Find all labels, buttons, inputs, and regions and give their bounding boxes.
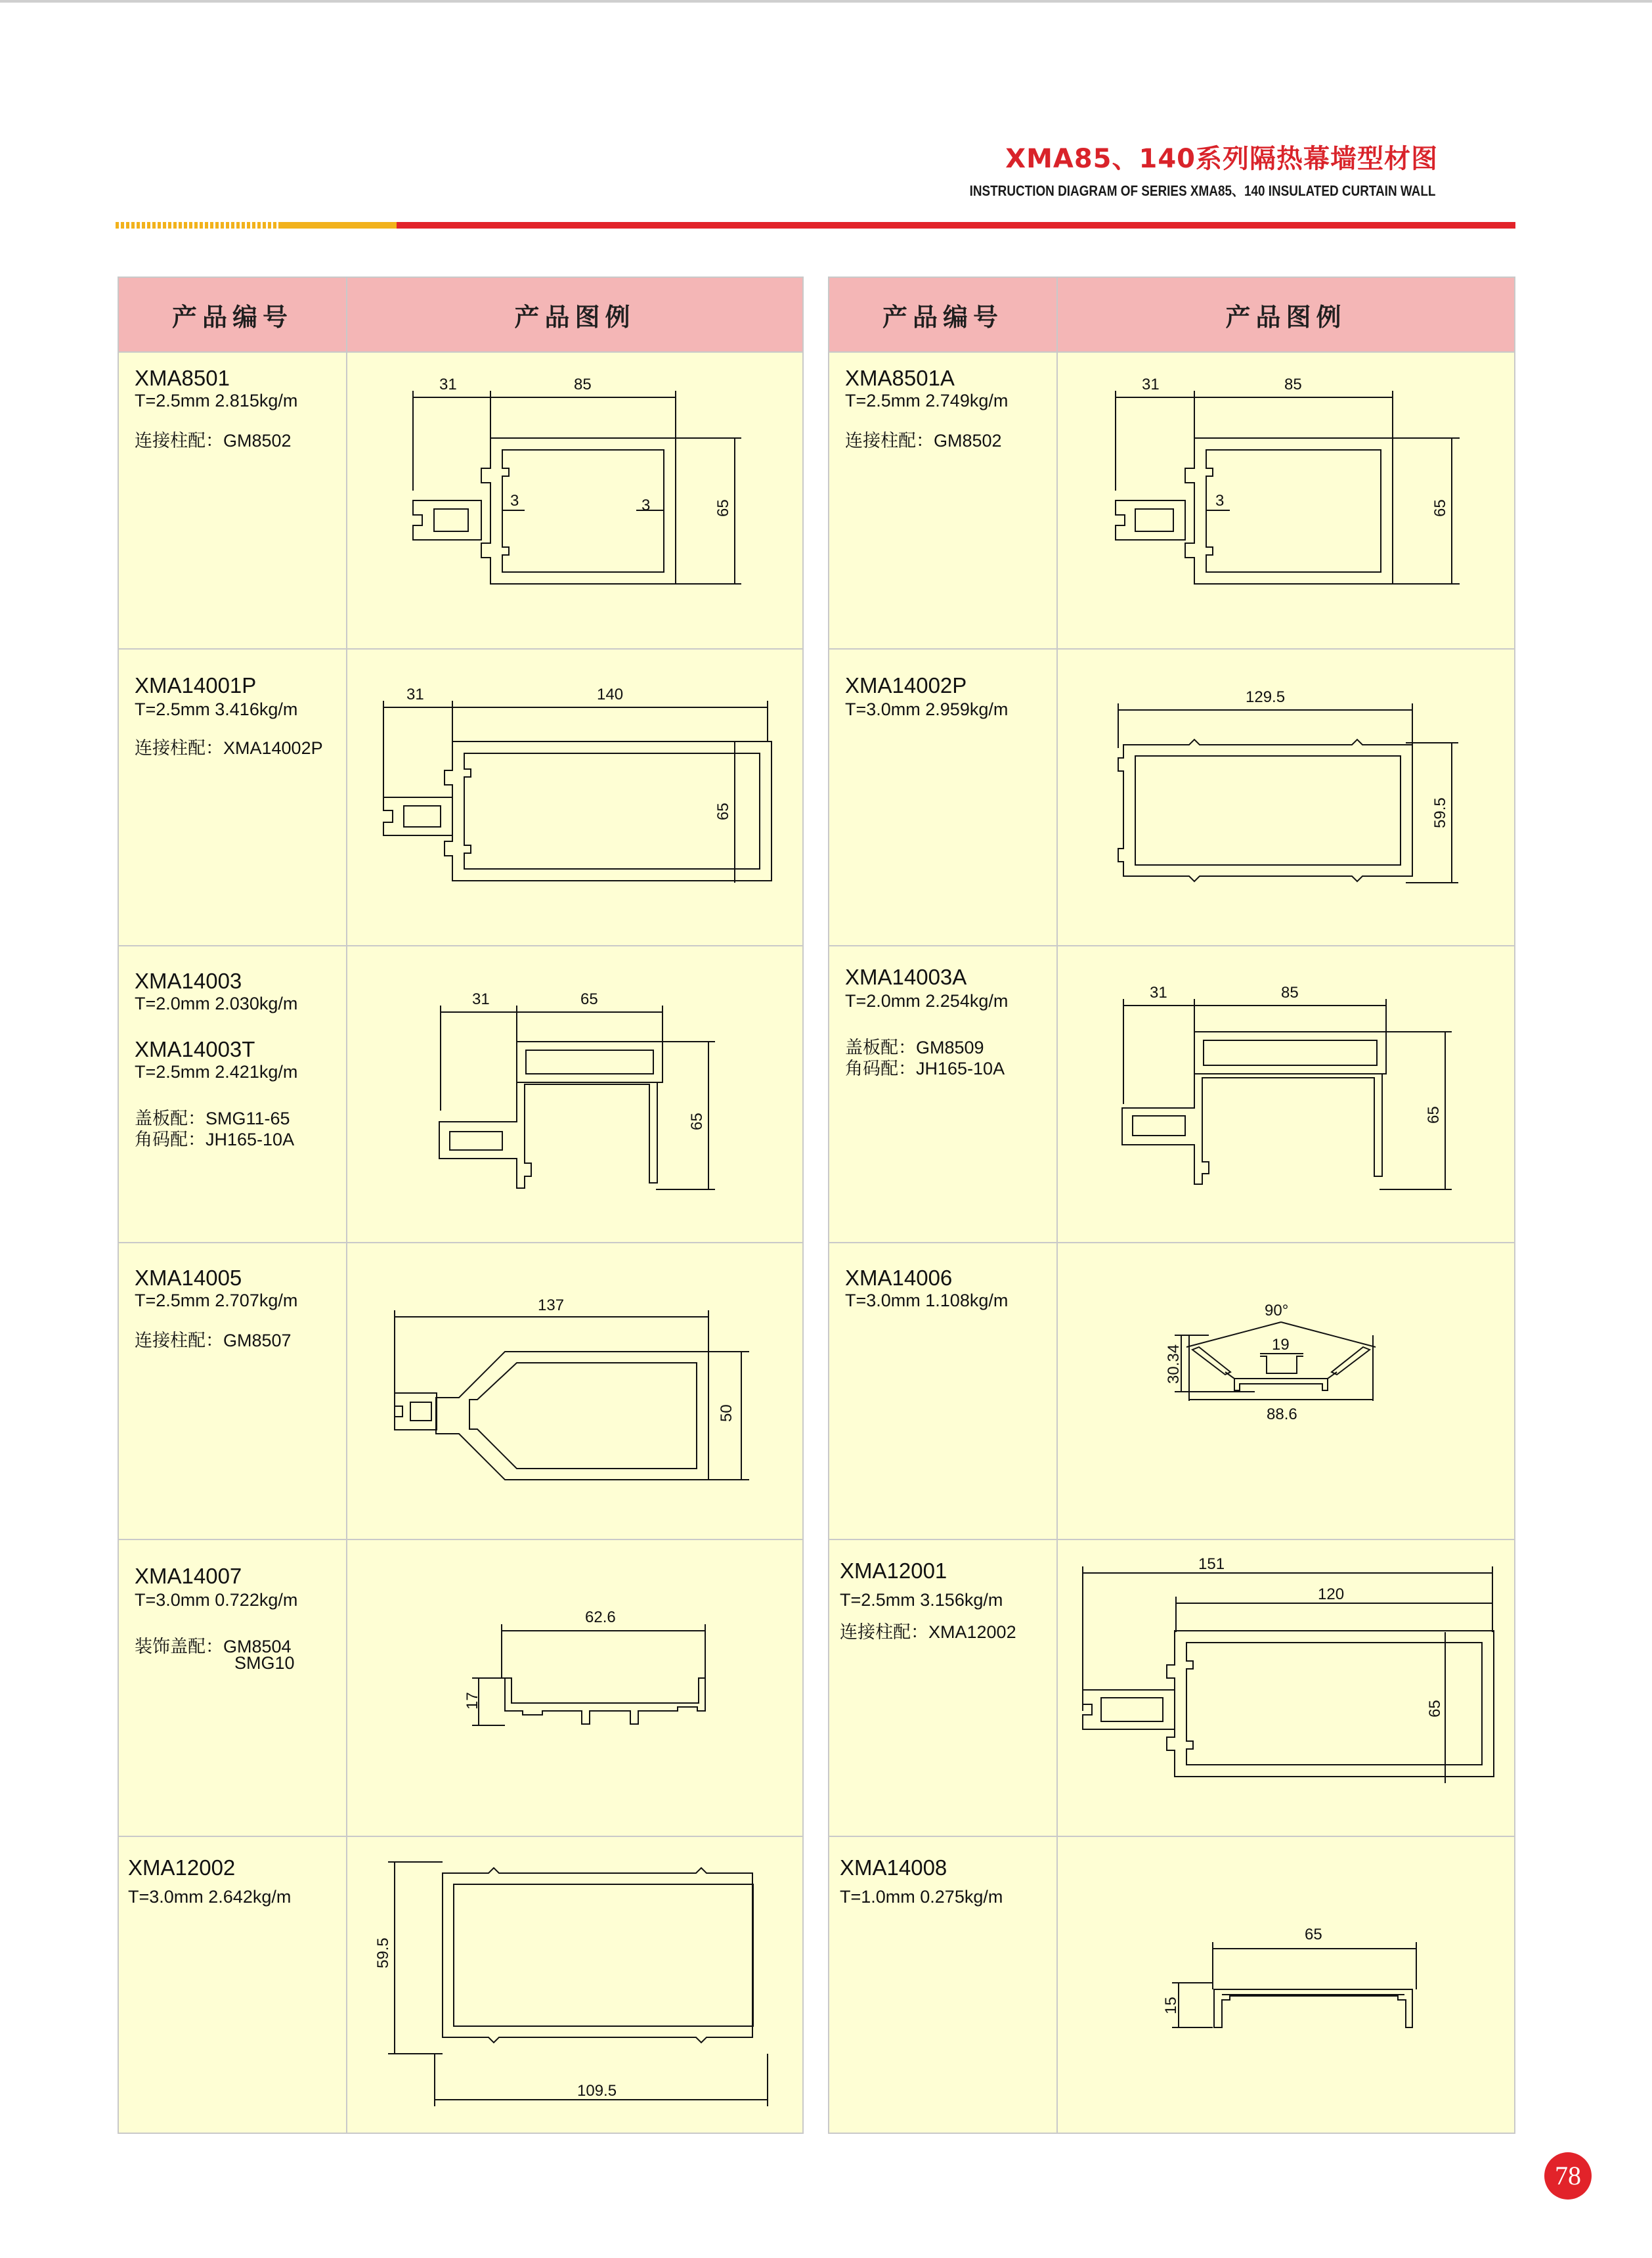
dim-label: 85: [1281, 984, 1299, 1002]
column-header-code: 产品编号: [118, 277, 347, 352]
dim-label: 31: [406, 686, 424, 703]
dim-label: 59.5: [1431, 797, 1449, 828]
product-spec: T=3.0mm 2.959kg/m: [845, 699, 1009, 719]
dim-label: 65: [1305, 1926, 1322, 1943]
product-code: XMA14008: [840, 1855, 947, 1880]
dim-label: 15: [1162, 1997, 1180, 2014]
dim-label: 65: [714, 803, 732, 820]
product-accessory: 连接柱配：GM8502: [845, 431, 1002, 451]
dim-label: 120: [1318, 1585, 1345, 1603]
dim-label: 50: [718, 1404, 735, 1422]
page-number-badge: 78: [1544, 2152, 1592, 2200]
profile-xma14007: [347, 1540, 804, 1836]
profile-xma8501: [347, 353, 804, 648]
table-row: [118, 649, 803, 946]
product-spec: T=2.5mm 2.421kg/m: [135, 1062, 298, 1082]
product-accessory: SMG10: [234, 1653, 295, 1673]
profile-xma14003: [347, 946, 804, 1242]
table-row: [829, 1539, 1515, 1836]
table-row: [118, 1539, 803, 1836]
product-spec: T=2.0mm 2.030kg/m: [135, 994, 298, 1013]
table-row: [829, 1243, 1515, 1539]
product-code: XMA8501: [135, 366, 230, 390]
product-accessory: 角码配：JH165-10A: [845, 1059, 1005, 1078]
dim-label: 30.34: [1165, 1344, 1183, 1384]
dim-label: 85: [1284, 376, 1302, 393]
dim-label: 17: [464, 1692, 481, 1710]
profile-drawing: [1057, 946, 1515, 1243]
profile-xma14008: [1058, 1837, 1516, 2133]
product-code: XMA12002: [128, 1855, 236, 1880]
dim-label: 65: [1425, 1106, 1443, 1124]
product-accessory: 装饰盖配：GM8504: [135, 1637, 292, 1656]
table-row: [118, 946, 803, 1243]
product-spec: T=3.0mm 2.642kg/m: [128, 1887, 292, 1907]
product-spec: T=3.0mm 1.108kg/m: [845, 1291, 1009, 1310]
product-table-right: [828, 277, 1515, 2134]
dim-label: 151: [1198, 1555, 1225, 1573]
product-accessory: 连接柱配：XMA12002: [840, 1622, 1016, 1642]
product-accessory: 盖板配：GM8509: [845, 1038, 984, 1057]
product-accessory: 连接柱配：GM8502: [135, 431, 292, 451]
dim-label: 31: [472, 990, 490, 1008]
table-row: [118, 352, 803, 649]
product-code: XMA14007: [135, 1564, 242, 1588]
product-accessory: 连接柱配：GM8507: [135, 1331, 292, 1350]
dim-label: 62.6: [585, 1608, 616, 1626]
product-code: XMA14006: [845, 1266, 953, 1290]
product-code: XMA12001: [840, 1559, 947, 1583]
dim-label: 137: [538, 1296, 565, 1314]
table-row: [118, 1243, 803, 1539]
table-row: [829, 649, 1515, 946]
product-spec: T=2.5mm 2.707kg/m: [135, 1291, 298, 1310]
dim-label: 85: [574, 376, 592, 393]
dim-label: 109.5: [577, 2082, 617, 2100]
dim-label: 3: [510, 492, 519, 510]
product-table-left: [118, 277, 804, 2134]
top-rule: [0, 0, 1652, 3]
dim-label: 140: [597, 686, 624, 703]
dim-label: 65: [1426, 1700, 1444, 1717]
table-row: [829, 1836, 1515, 2133]
header-band-yellow: [281, 222, 397, 229]
dim-label: 65: [580, 990, 598, 1008]
profile-drawing: [347, 946, 803, 1243]
profile-drawing: [347, 1243, 803, 1539]
product-spec: T=2.0mm 2.254kg/m: [845, 991, 1009, 1011]
dim-label: 65: [714, 499, 732, 517]
dim-label: 65: [688, 1113, 706, 1130]
product-accessory: 连接柱配：XMA14002P: [135, 738, 323, 758]
profile-xma14001p: [347, 650, 804, 945]
product-code: XMA14003T: [135, 1037, 255, 1061]
table-row: [829, 352, 1515, 649]
profile-xma12002: [347, 1837, 804, 2133]
table-row: [829, 946, 1515, 1243]
page-subtitle: INSTRUCTION DIAGRAM OF SERIES XMA85、140 INSULATED CURTAIN WALL: [969, 183, 1435, 199]
product-accessory: 角码配：JH165-10A: [135, 1130, 295, 1149]
dim-label: 65: [1431, 499, 1449, 517]
dim-label: 129.5: [1246, 688, 1286, 706]
product-spec: T=1.0mm 0.275kg/m: [840, 1887, 1003, 1907]
product-code: XMA14003: [135, 969, 242, 993]
product-spec: T=2.5mm 3.416kg/m: [135, 699, 298, 719]
dim-label: 19: [1272, 1336, 1290, 1354]
page-title: XMA85、140系列隔热幕墙型材图: [1005, 144, 1438, 174]
profile-xma8501a: [1058, 353, 1516, 648]
product-spec: T=3.0mm 0.722kg/m: [135, 1590, 298, 1610]
profile-drawing: [1057, 1243, 1515, 1539]
profile-xma14002p: [1058, 650, 1516, 945]
profile-xma14005: [347, 1243, 804, 1539]
product-code: XMA14005: [135, 1266, 242, 1290]
product-code: XMA14001P: [135, 673, 257, 697]
product-spec: T=2.5mm 2.815kg/m: [135, 391, 298, 410]
profile-drawing: [347, 352, 803, 649]
profile-drawing: [1057, 352, 1515, 649]
profile-drawing: [1057, 1539, 1515, 1836]
product-spec: T=2.5mm 2.749kg/m: [845, 391, 1009, 410]
dim-label: 31: [1150, 984, 1167, 1002]
column-header-figure: 产品图例: [347, 277, 803, 352]
dim-label: 31: [1142, 376, 1160, 393]
profile-drawing: [347, 1539, 803, 1836]
product-accessory: 盖板配：SMG11-65: [135, 1109, 290, 1128]
header-band-red: [397, 222, 1515, 229]
product-spec: T=2.5mm 3.156kg/m: [840, 1590, 1003, 1610]
product-code: XMA14002P: [845, 673, 967, 697]
column-header-code: 产品编号: [829, 277, 1057, 352]
profile-drawing: [1057, 649, 1515, 946]
product-code: XMA14003A: [845, 965, 967, 989]
column-header-figure: 产品图例: [1057, 277, 1515, 352]
dim-label: 31: [439, 376, 457, 393]
profile-drawing: [347, 1836, 803, 2133]
dim-label: 88.6: [1267, 1406, 1297, 1423]
dim-label: 90°: [1265, 1302, 1289, 1319]
profile-drawing: [347, 649, 803, 946]
profile-xma14006: [1058, 1243, 1516, 1539]
dim-label: 59.5: [374, 1937, 392, 1968]
dim-label: 3: [641, 497, 651, 514]
profile-xma12001: [1058, 1540, 1516, 1836]
profile-drawing: [1057, 1836, 1515, 2133]
dim-label: 3: [1215, 492, 1225, 510]
profile-xma14003a: [1058, 946, 1516, 1242]
product-code: XMA8501A: [845, 366, 955, 390]
table-row: [118, 1836, 803, 2133]
header-band-dots: [116, 222, 281, 229]
